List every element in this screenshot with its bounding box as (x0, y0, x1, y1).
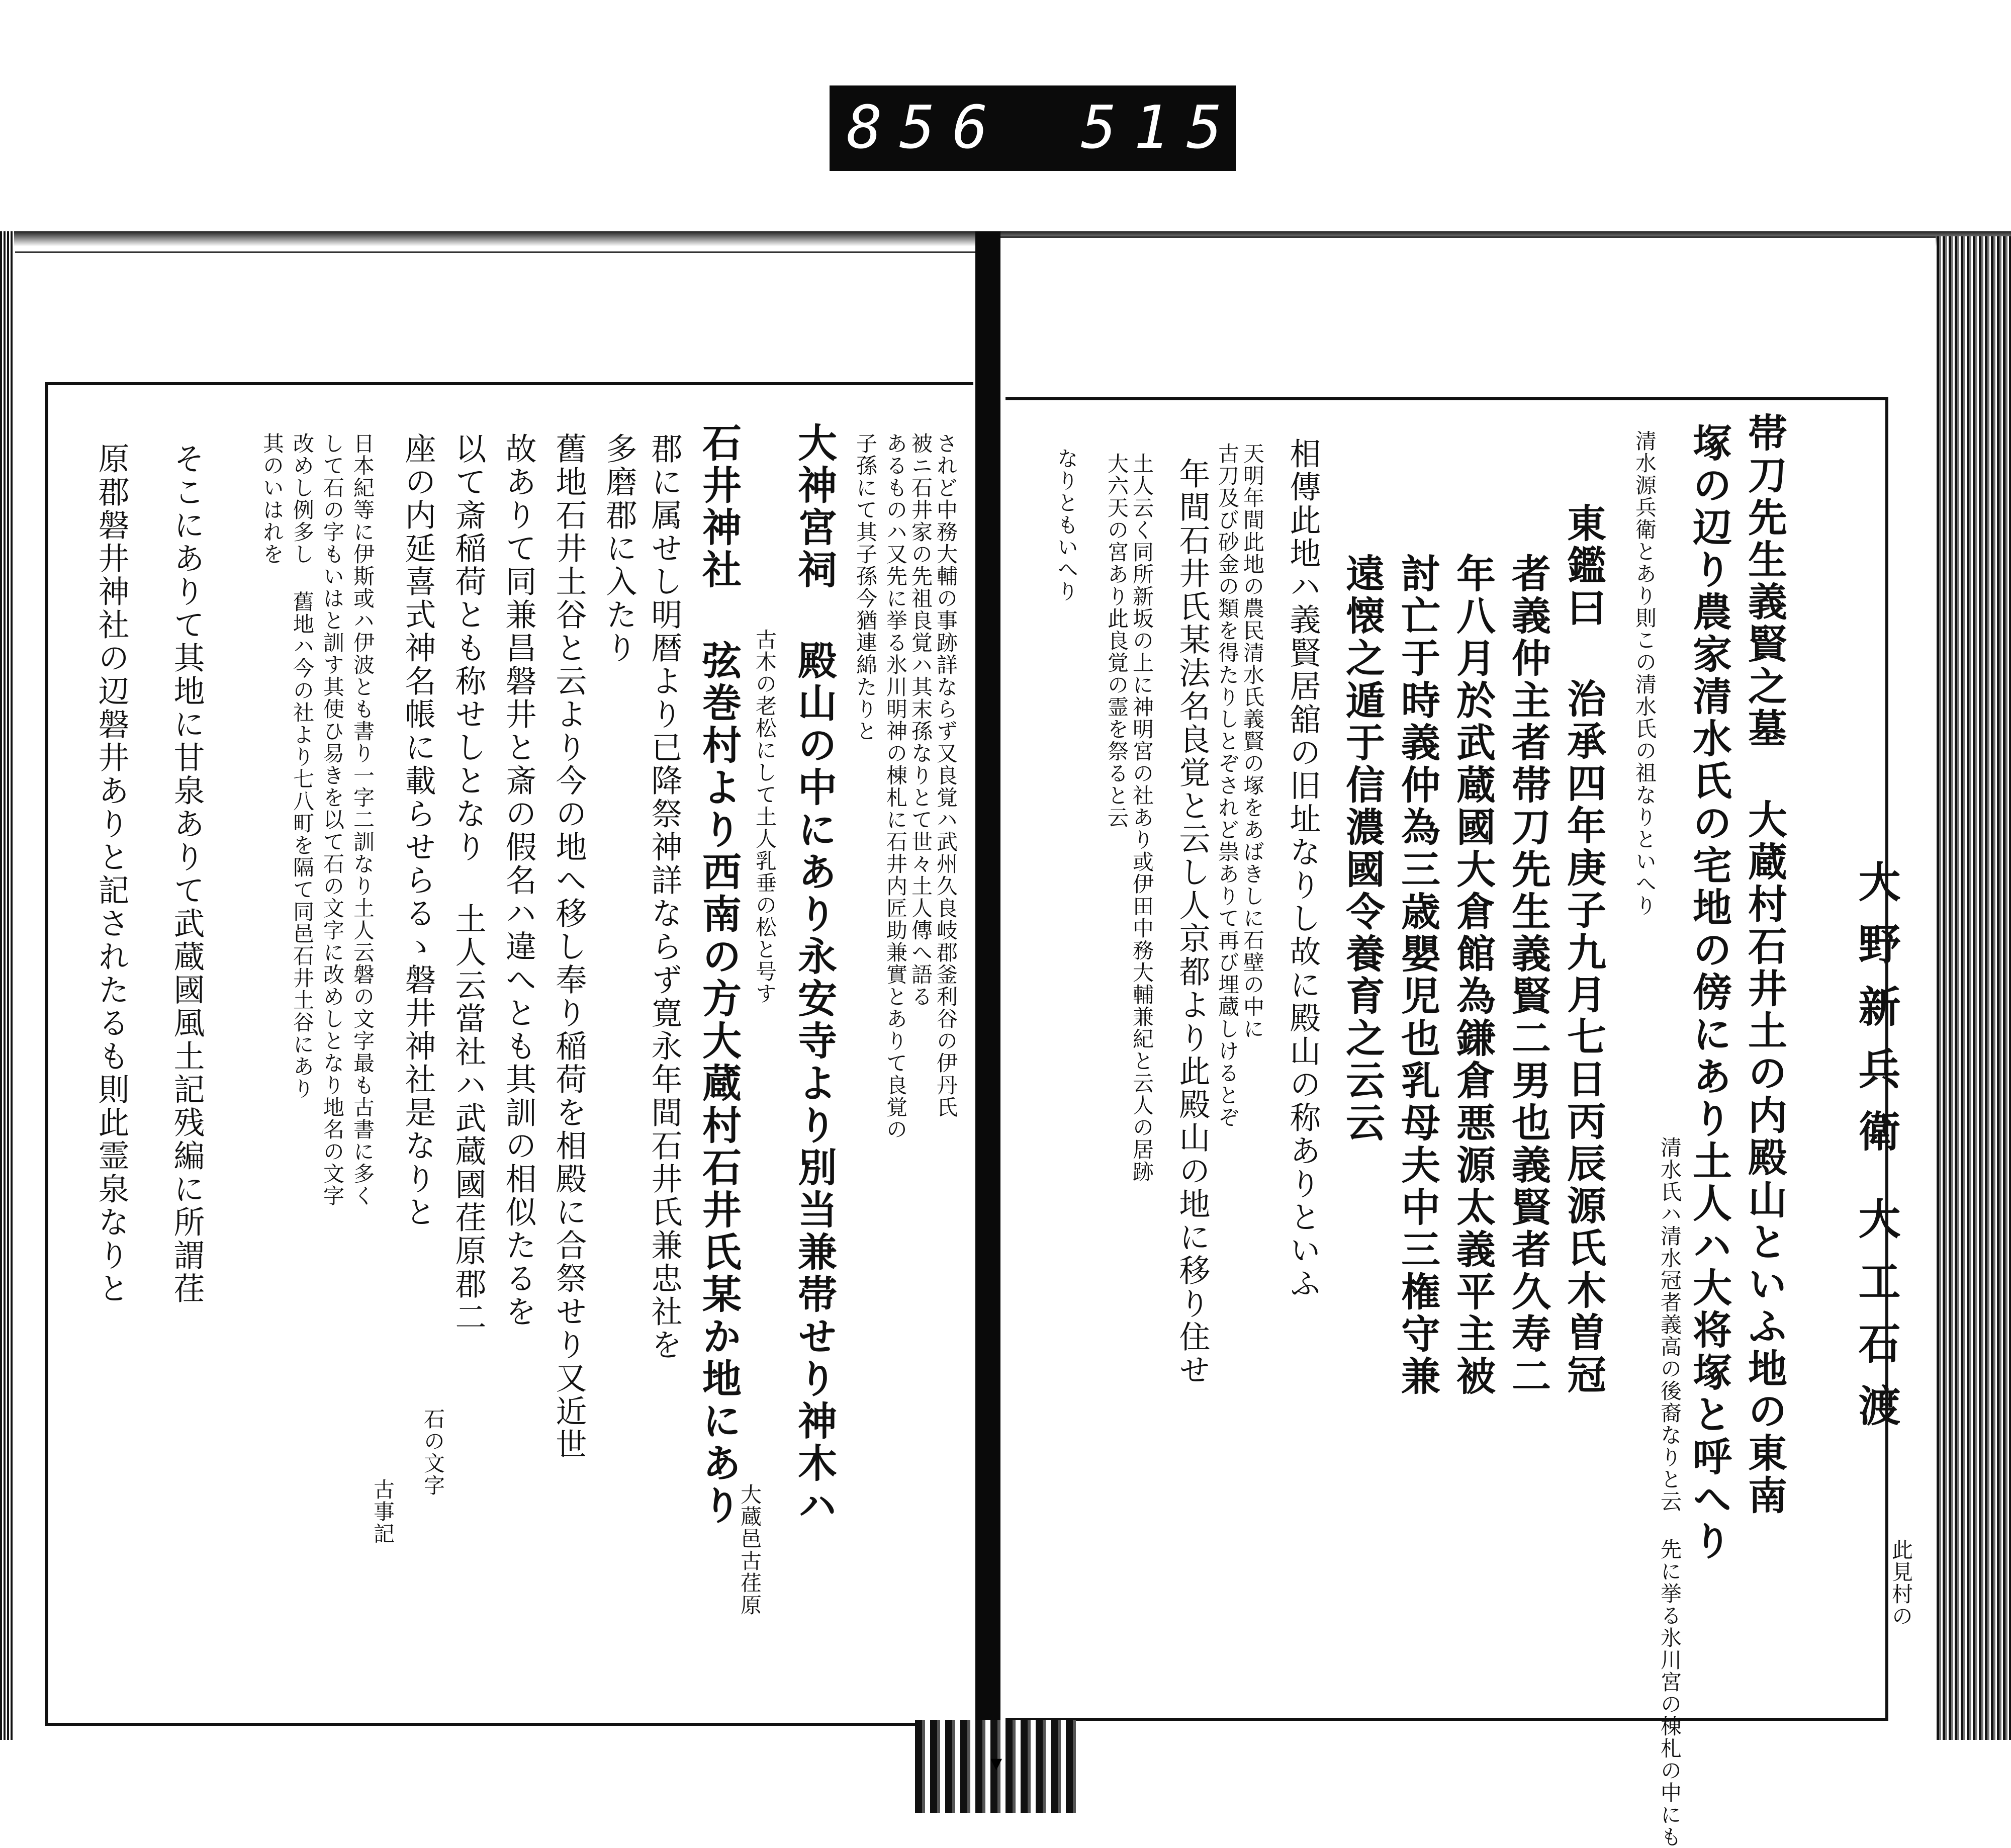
side-note: 此見村の (1889, 1539, 1913, 1627)
text-note-column: 土人云く同所新坂の上に神明宮の社あり或伊田中務大輔兼紀と云人の居跡 (1130, 453, 1154, 1183)
open-book (0, 231, 2011, 1848)
left-page-edge (0, 231, 14, 1740)
text-column: 帯刀先生義賢之墓 大蔵村石井土の内殿山といふ地の東南 (1742, 412, 1787, 1517)
text-column: 多磨郡に入たり (601, 432, 637, 665)
side-note: 大蔵邑古荏原 (738, 1483, 762, 1616)
text-column: そこにありて其地に甘泉ありて武蔵國風土記残編に所謂荏 (168, 443, 205, 1305)
text-column: 塚の辺り農家清水氏の宅地の傍にあり土人ハ大将塚と呼へり (1686, 422, 1732, 1563)
text-note-column: 古木の老松にして土人乳垂の松と号す (753, 629, 777, 1005)
text-column: 原郡磐井神社の辺磐井ありと記されたるも則此霊泉なりと (93, 443, 130, 1305)
shrine-entry: 石井神社 弦巻村より西南の方大蔵村石井氏某か地にあり (696, 422, 742, 1527)
text-column: 舊地石井土谷と云より今の地へ移し奉り稲荷を相殿に合祭せり又近世 (551, 432, 587, 1461)
shrine-entry: 大神宮祠 殿山の中にあり永安寺より別当兼帯せり神木ハ (791, 422, 837, 1527)
text-column: 東鑑曰 治承四年庚子九月七日丙辰源氏木曽冠 (1561, 503, 1606, 1396)
text-note-column: 其のいはれを (260, 432, 285, 565)
text-note-column: して石の字もいはと訓す其使ひ易きを以て石の文字に改めしとなり地名の文字 (320, 432, 345, 1207)
text-note-column: 古刀及び砂金の類を得たりしとぞされど祟ありて再び埋蔵しけるとぞ (1215, 443, 1240, 1128)
side-note: 古事記 (371, 1478, 395, 1545)
binding-mark: ▼ (990, 1755, 1002, 1773)
text-column: 故ありて同兼昌磐井と斎の假名ハ違へとも其訓の相似たるを (500, 432, 537, 1329)
text-column: 者義仲主者帯刀先生義賢二男也義賢者久寿二 (1505, 553, 1551, 1398)
text-note-column: 清水源兵衛とあり則この清水氏の祖なりといへり (1632, 430, 1657, 917)
text-column: 年八月於武蔵國大倉館為鎌倉悪源太義平主被 (1450, 553, 1496, 1398)
author-role: 大工石渡 (1852, 1197, 1901, 1446)
catalog-number-right: 515 (1081, 93, 1240, 162)
text-note-column: されど中務大輔の事跡詳ならず又良覚ハ武州久良岐郡釜利谷の伊丹氏 (934, 432, 958, 1118)
text-column: 以て斎稲荷とも称せしとなり 土人云當社ハ武蔵國荏原郡二 (450, 432, 487, 1334)
book-gutter (975, 231, 1000, 1813)
text-note-column: 子孫にて其子孫今猶連綿たりと (853, 432, 878, 742)
right-page-stack (1937, 236, 2011, 1740)
text-column: 座の内延喜式神名帳に載らせらるゝ磐井神社是なりと (400, 432, 436, 1229)
text-note-column: あるものハ又先に挙る氷川明神の棟札に石井内匠助兼實とありて良覚の (883, 432, 908, 1140)
text-note-column: 日本紀等に伊斯或ハ伊波とも書り一字二訓なり土人云磐の文字最も古書に多く (350, 432, 375, 1207)
gutter-binding (915, 1720, 1076, 1813)
text-note-column: 大六天の宮あり此良覚の霊を祭ると云 (1105, 453, 1129, 829)
catalog-number-left: 856 (847, 93, 1006, 162)
text-column: 相傳此地ハ義賢居舘の旧址なりし故に殿山の称ありといふ (1285, 437, 1321, 1300)
text-note-column: なりともいへり (1054, 448, 1079, 602)
text-column: 郡に属せし明暦より已降祭神詳ならず寛永年間石井氏兼忠社を (646, 432, 683, 1362)
text-note-column: 天明年間此地の農民清水氏義賢の塚をあばきしに石壁の中に (1240, 443, 1265, 1040)
text-column: 年間石井氏某法名良覚と云し人京都より此殿山の地に移り住せ (1174, 458, 1211, 1387)
side-note: 石の文字 (421, 1408, 445, 1497)
catalog-label (830, 85, 1240, 171)
side-note: 清水氏ハ清水冠者義高の後裔なりと云 先に挙る氷川宮の棟札の中にも (1658, 1136, 1682, 1848)
author-name: 大野新兵衛 (1852, 860, 1901, 1172)
text-note-column: 改めし例多し 舊地ハ今の社より七八町を隔て同邑石井土谷にあり (290, 432, 315, 1100)
text-column: 討亡于時義仲為三歳嬰児也乳母夫中三権守兼 (1395, 553, 1440, 1398)
text-column: 遠懐之遁于信濃國令養育之云云 (1339, 553, 1385, 1145)
text-note-column: 被ニ石井家の先祖良覚ハ其末孫なりとて世々土人傳へ語る (908, 432, 933, 1008)
